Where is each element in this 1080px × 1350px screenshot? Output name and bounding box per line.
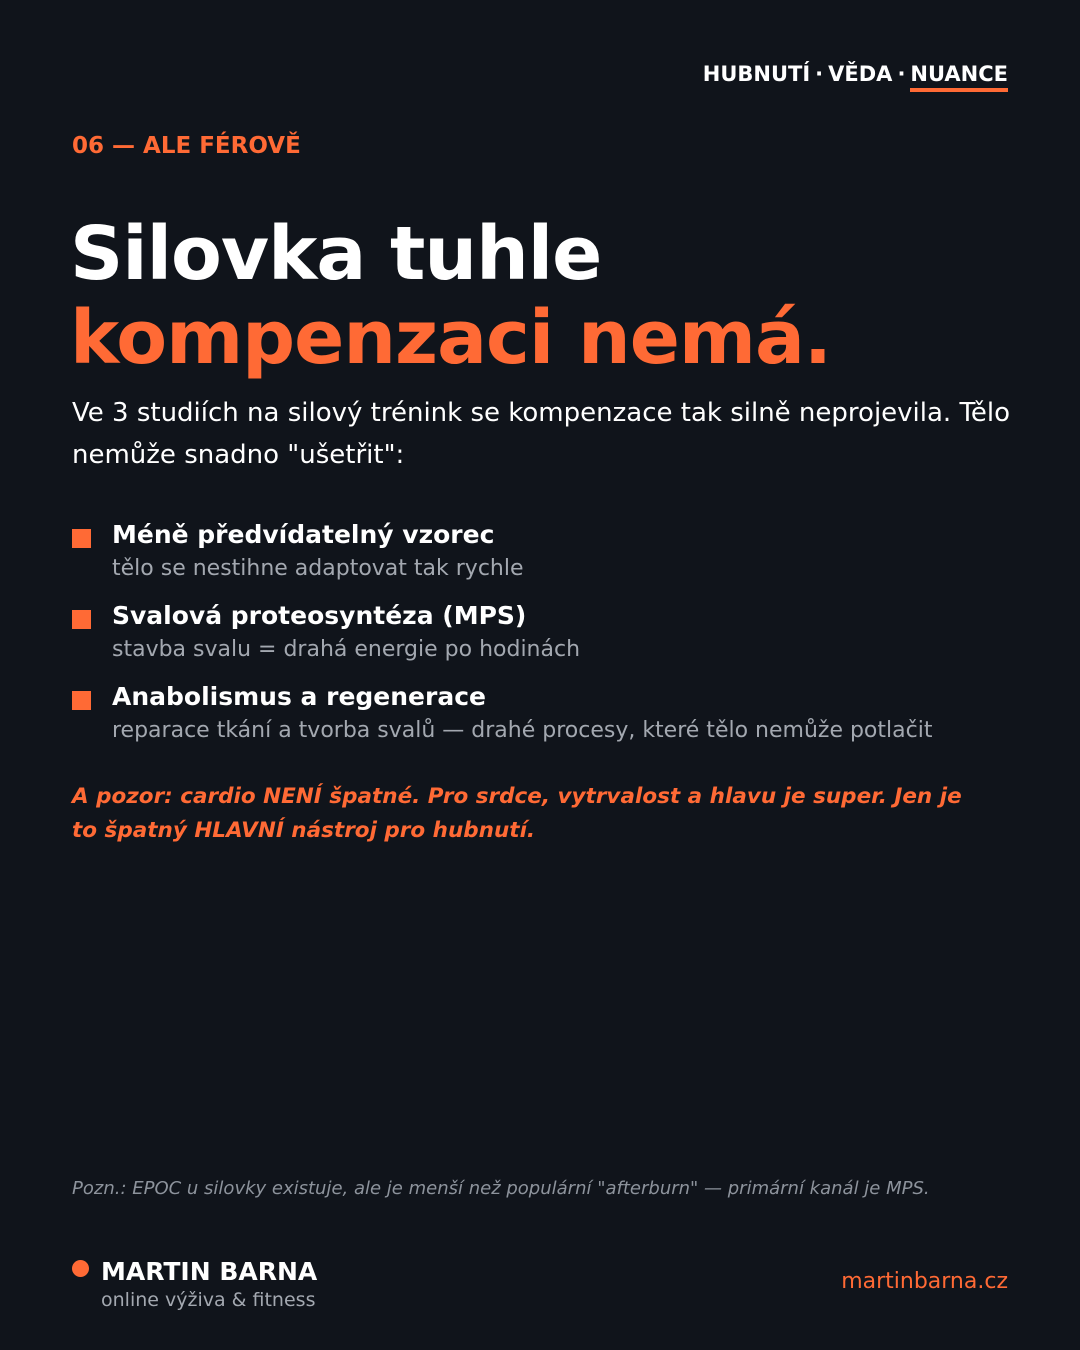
list-item bbox=[72, 516, 1022, 597]
square-bullet-icon bbox=[72, 610, 91, 629]
nav-separator: · bbox=[897, 62, 906, 86]
bullet-description: reparace tkání a tvorba svalů — drahé procesy, které tělo nemůže potlačit bbox=[112, 718, 933, 743]
square-bullet-icon bbox=[72, 529, 91, 548]
callout-note: A pozor: cardio NENÍ špatné. Pro srdce, vytrvalost a hlavu je super. Jen je to špatný HLAVNÍ nástroj pro hubnutí. bbox=[72, 784, 962, 843]
brand-name: MARTIN BARNA bbox=[101, 1257, 318, 1286]
headline-line-2: kompenzaci nemá. bbox=[70, 295, 832, 381]
section-kicker: 06 — ALE FÉROVĚ bbox=[72, 133, 301, 159]
bullet-title: Anabolismus a regenerace bbox=[112, 682, 486, 711]
brand-tagline: online výživa & fitness bbox=[101, 1289, 316, 1311]
headline-line-1: Silovka tuhle bbox=[70, 211, 602, 297]
brand-dot-icon bbox=[72, 1260, 89, 1277]
bullet-title: Méně předvídatelný vzorec bbox=[112, 520, 495, 549]
bullet-title: Svalová proteosyntéza (MPS) bbox=[112, 601, 527, 630]
website-link[interactable]: martinbarna.cz bbox=[841, 1269, 1008, 1294]
square-bullet-icon bbox=[72, 691, 91, 710]
nav-separator: · bbox=[815, 62, 824, 86]
footnote: Pozn.: EPOC u silovky existuje, ale je menší než populární "afterburn" — primární kanál je MPS. bbox=[72, 1178, 930, 1199]
nav-item-veda: VĚDA bbox=[828, 62, 893, 86]
bullet-description: tělo se nestihne adaptovat tak rychle bbox=[112, 556, 524, 581]
top-navigation bbox=[703, 62, 1008, 86]
list-item bbox=[72, 678, 1022, 759]
brand-block bbox=[72, 1256, 317, 1312]
headline bbox=[70, 212, 831, 380]
nav-item-hubnuti: HUBNUTÍ bbox=[702, 62, 811, 86]
intro-paragraph: Ve 3 studiích na silový trénink se kompenzace tak silně neprojevila. Tělo nemůže snadno "ušetřit": bbox=[72, 398, 1011, 470]
bullet-list bbox=[72, 516, 1022, 759]
list-item bbox=[72, 597, 1022, 678]
bullet-description: stavba svalu = drahá energie po hodinách bbox=[112, 637, 581, 662]
nav-item-nuance-active: NUANCE bbox=[910, 62, 1008, 92]
